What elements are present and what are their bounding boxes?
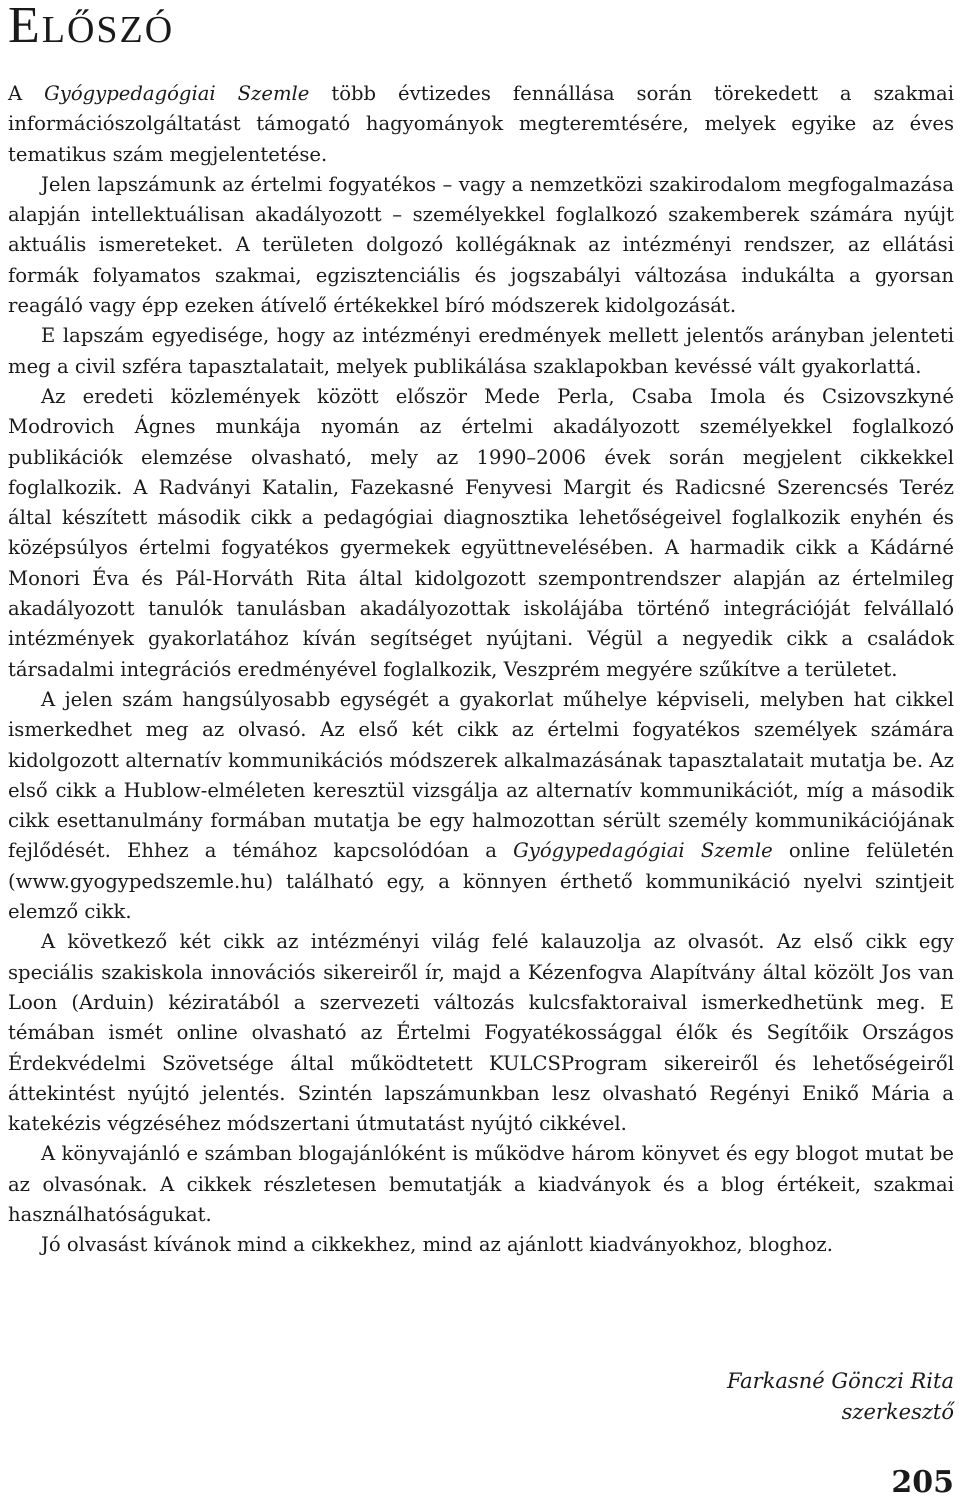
paragraph-text: A jelen szám hangsúlyosabb egységét a gyakorlat műhelye képviseli, melyben hat cikkel ismerkedhet meg az olvasó. Az első két cikk az értelmi fogyatékos személyek számára kidolgozott alternatív kommunikációs módszerek alkalmazásának tapasztalatait mutatja be. Az első cikk a Hublow-elméleten keresztül vizsgálja az alternatív kommunikációt, míg a második cikk esettanulmány formában mutatja be egy halmozottan sérült személy kommunikációjának fejlődését. Ehhez a témához kapcsolódóan a <box>8 687 954 863</box>
signature-role: szerkesztő <box>841 1400 954 1424</box>
paragraph-6: A következő két cikk az intézményi világ felé kalauzolja az olvasót. Az első cikk egy speciális szakiskola innovációs sikereiről ír, majd a Kézenfogva Alapítvány által közölt Jos van Loon (Arduin) kéziratából a szervezeti változás kulcsfaktoraival ismerkedhetünk meg. E témában ismét online olvasható az Értelmi Fogyatékossággal élők és Segítőik Országos Érdekvédelmi Szövetsége által működtetett KULCSProgram sikereiről és lehetőségeiről áttekintést nyújtó jelentés. Szintén lapszámunkban lesz olvasható Regényi Enikő Mária a katekézis végzéséhez módszertani útmutatást nyújtó cikkével. <box>8 930 954 1136</box>
paragraph-3: E lapszám egyedisége, hogy az intézményi eredmények mellett jelentős arányban jelenteti meg a civil szféra tapasztalatait, melyek publikálása szaklapokban kevéssé vált gyakorlattá. <box>8 324 954 378</box>
journal-title: Gyógypedagógiai Szemle <box>513 839 773 863</box>
document-page <box>8 0 954 1500</box>
paragraph-text: A <box>8 82 45 105</box>
paragraph-text: online felületén (www.gyogypedszemle.hu) található egy, a könnyen érthető kommunikáció nyelvi szintjeit elemző cikk. <box>8 839 954 924</box>
paragraph-5 <box>8 685 954 927</box>
page-number: 205 <box>891 1465 954 1500</box>
paragraph-4: Az eredeti közlemények között először Mede Perla, Csaba Imola és Csizovszkyné Modrovich Ágnes munkája nyomán az értelmi akadályozott személyekkel foglalkozó publikációk elemzése olvasható, mely az 1990–2006 évek során megjelent cikkekkel foglalkozik. A Radványi Katalin, Fazekasné Fenyvesi Margit és Radicsné Szerencsés Teréz által készített második cikk a pedagógiai diagnosztika lehetőségeivel foglalkozik enyhén és középsúlyos értelmi fogyatékos gyermekek együttnevelésében. A harmadik cikk a Kádárné Monori Éva és Pál-Horváth Rita által kidolgozott szempontrendszer alapján az értelmileg akadályozott tanulók tanulásban akadályozottak iskolájába történő integrációját felvállaló intézmények gyakorlatához kíván segítséget nyújtani. Végül a negyedik cikk a családok társadalmi integrációs eredményével foglalkozik, Veszprém megyére szűkítve a területet. <box>8 384 954 681</box>
paragraph-text: több évtizedes fennállása során törekedett a szakmai információszolgáltatást támogató hagyományok megteremtésére, melyek egyike az éves tematikus szám megjelentetése. <box>8 82 954 166</box>
paragraph-8: Jó olvasást kívánok mind a cikkekhez, mind az ajánlott kiadványokhoz, bloghoz. <box>41 1233 833 1257</box>
paragraph-1 <box>8 79 954 170</box>
title-rest: LŐSZÓ <box>41 9 175 51</box>
journal-title: Gyógypedagógiai Szemle <box>44 82 310 105</box>
signature-name: Farkasné Gönczi Rita <box>726 1369 954 1393</box>
title-initial: E <box>8 0 42 54</box>
paragraph-2: Jelen lapszámunk az értelmi fogyatékos – vagy a nemzetközi szakirodalom megfogalmazása alapján intellektuálisan akadályozott – személyekkel foglalkozó szakemberek számára nyújt aktuális ismereteket. A területen dolgozó kollégáknak az intézményi rendszer, az ellátási formák folyamatos szakmai, egzisztenciális és jogszabályi változása indukálta a gyorsan reagáló vagy épp ezeken átívelő értékekkel bíró módszerek kidolgozását. <box>8 172 954 318</box>
page-title <box>8 0 954 62</box>
signature <box>727 1366 954 1428</box>
paragraph-7: A könyvajánló e számban blogajánlóként is működve három könyvet és egy blogot mutat be az olvasónak. A cikkek részletesen bemutatják a kiadványok és a blog értékeit, szakmai használhatóságukat. <box>8 1142 954 1226</box>
body-text <box>8 79 954 1261</box>
